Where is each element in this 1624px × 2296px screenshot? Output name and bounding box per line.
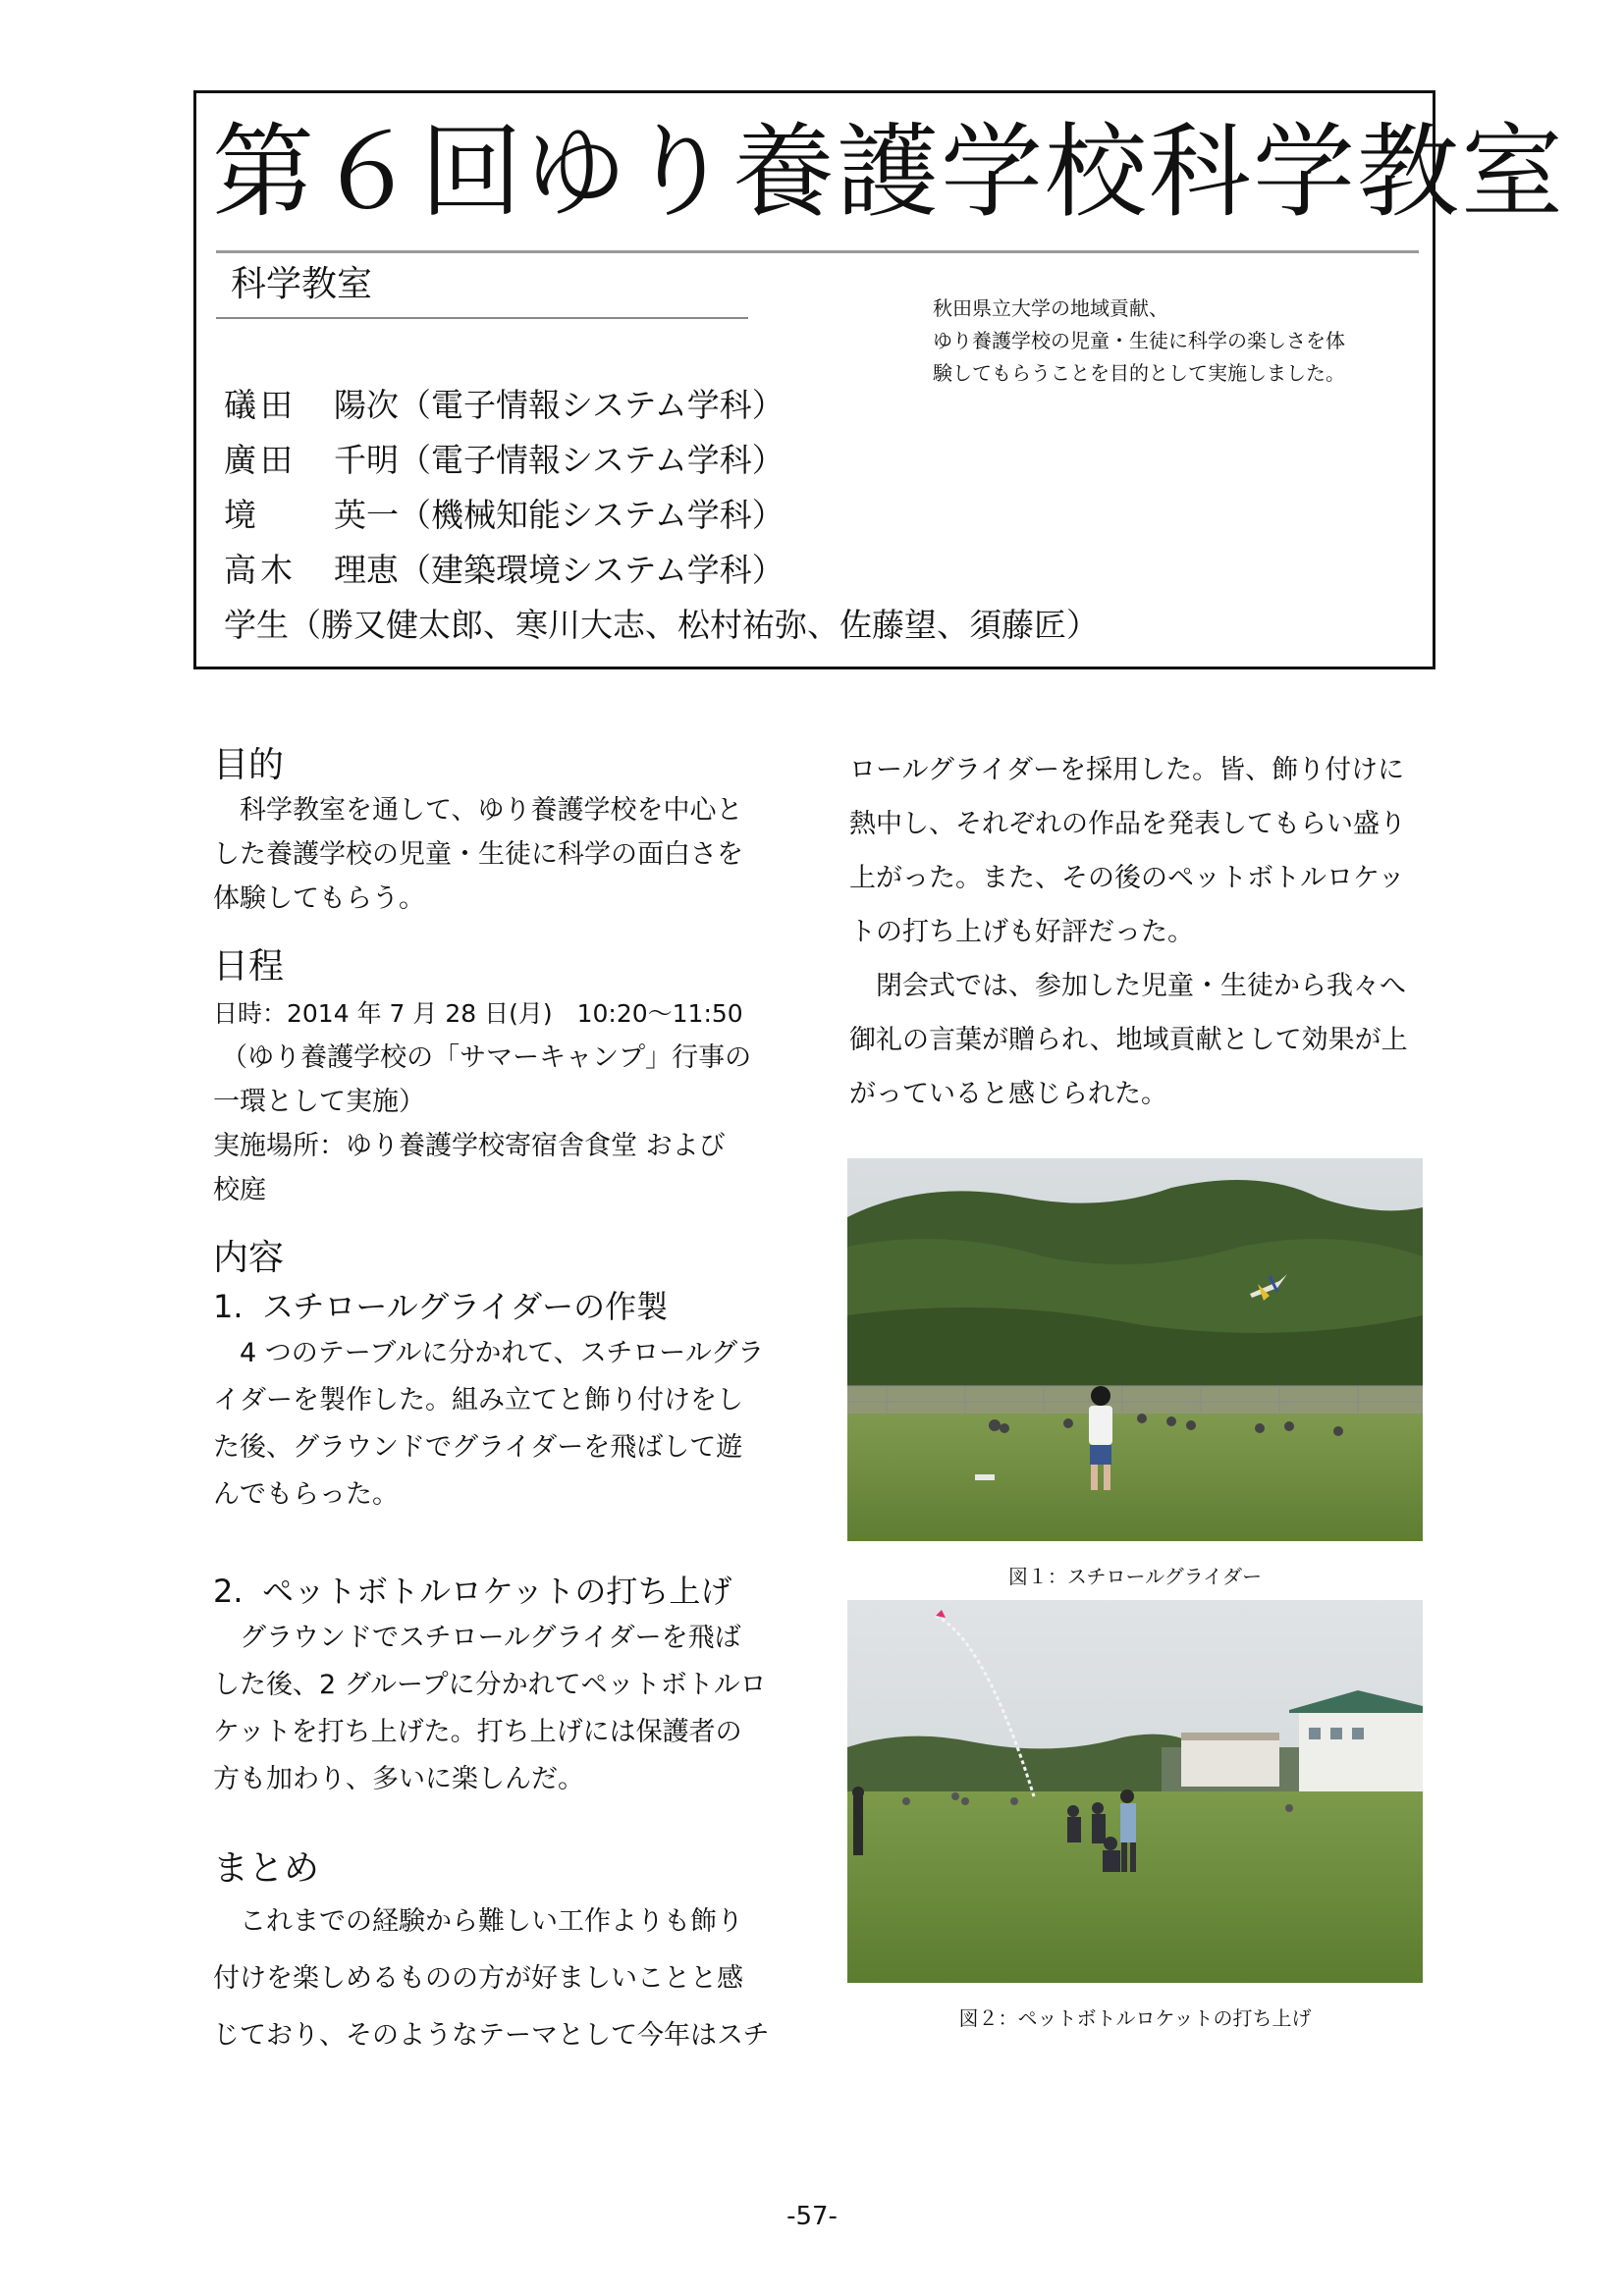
item1-line: 4 つのテーブルに分かれて、スチロールグラ [240,1338,765,1368]
purpose-line: 体験してもらう。 [213,883,425,914]
item1-title-row [213,1283,802,1330]
left-column [213,741,802,2064]
author-list [224,378,1099,653]
summary-heading: まとめ [213,1848,320,1889]
purpose-summary-line: ゆり養護学校の児童・生徒に科学の楽しさを体 [933,329,1345,352]
schedule-line: 日時：2014 年 7 月 28 日(月) 10:20～11:50 [213,999,743,1028]
author-row [224,378,1099,433]
right-line: 御礼の言葉が贈られ、地域貢献として効果が上 [849,1025,1408,1055]
right-line: トの打ち上げも好評だった。 [849,917,1194,947]
schedule-line: （ゆり養護学校の「サマーキャンプ」行事の [221,1042,752,1073]
content-heading: 内容 [213,1238,285,1278]
author-row [224,433,1099,488]
item1-line: た後、グラウンドでグライダーを飛ばして遊 [213,1432,743,1463]
glider-photo-image [847,1158,1423,1541]
item2-line: ケットを打ち上げた。打ち上げには保護者の [213,1717,742,1747]
figure1-photo [847,1158,1423,1541]
purpose-summary-line: 験してもらうことを目的として実施しました。 [933,361,1345,385]
rocket-photo-image [847,1600,1423,1983]
figure1-caption: 図１：スチロールグライダー [1007,1565,1263,1588]
purpose-heading: 目的 [213,745,285,785]
purpose-line: した養護学校の児童・生徒に科学の面白さを [213,839,743,870]
author-row [224,543,1099,598]
author-name: 礒田 [224,386,297,424]
summary-line: これまでの経験から難しい工作よりも飾り [240,1906,743,1937]
schedule-line: 一環として実施） [213,1087,425,1117]
right-line: 熱中し、それぞれの作品を発表してもらい盛り [849,809,1406,839]
author-detail: 千明（電子情報システム学科） [334,441,785,479]
item2-title-row [213,1568,802,1615]
summary-line: じており、そのようなテーマとして今年はスチ [213,2020,770,2051]
author-detail: 学生（勝又健太郎、寒川大志、松村祐弥、佐藤望、須藤匠） [224,606,1099,644]
page-number: -57- [786,2202,838,2231]
right-line: 上がった。また、その後のペットボトルロケッ [849,863,1405,893]
author-name: 境 [224,496,260,534]
schedule-line: 校庭 [213,1175,266,1205]
purpose-summary-line: 秋田県立大学の地域貢献、 [933,296,1168,320]
item1-number: 1. [213,1288,244,1325]
subtitle-divider [216,317,748,319]
subtitle: 科学教室 [231,264,373,304]
right-line: ロールグライダーを採用した。皆、飾り付けに [849,755,1405,785]
item2-number: 2. [213,1573,244,1610]
item1-line: イダーを製作した。組み立てと飾り付けをし [213,1385,743,1415]
purpose-summary [933,293,1404,390]
figure2-photo [847,1600,1423,1983]
author-detail: 理恵（建築環境システム学科） [334,551,785,589]
figure2-caption: 図２：ペットボトルロケットの打ち上げ [958,2006,1312,2030]
summary-line: 付けを楽しめるものの方が好ましいことと感 [213,1963,743,1994]
item1-title: スチロールグライダーの作製 [262,1288,669,1325]
page-title: 第６回ゆり養護学校科学教室 [212,112,1566,232]
item2-title: ペットボトルロケットの打ち上げ [262,1573,732,1610]
right-column [849,743,1438,1121]
item2-line: グラウンドでスチロールグライダーを飛ば [240,1623,741,1653]
right-line: 閉会式では、参加した児童・生徒から我々へ [876,971,1406,1001]
item2-line: 方も加わり、多いに楽しんだ。 [213,1764,584,1794]
author-row-students [224,598,1099,653]
right-line: がっていると感じられた。 [849,1079,1167,1109]
schedule-line: 実施場所：ゆり養護学校寄宿舎食堂 および [213,1131,726,1161]
author-name: 廣田 [224,441,297,479]
author-detail: 英一（機械知能システム学科） [334,496,785,534]
header-box [193,90,1566,669]
item1-line: んでもらった。 [213,1479,399,1510]
title-divider [216,250,1419,253]
purpose-line: 科学教室を通して、ゆり養護学校を中心と [240,795,743,826]
author-name: 高木 [224,551,297,589]
author-row [224,488,1099,543]
item2-line: した後、2 グループに分かれてペットボトルロ [213,1670,767,1700]
author-detail: 陽次（電子情報システム学科） [334,386,785,424]
schedule-heading: 日程 [213,946,285,987]
